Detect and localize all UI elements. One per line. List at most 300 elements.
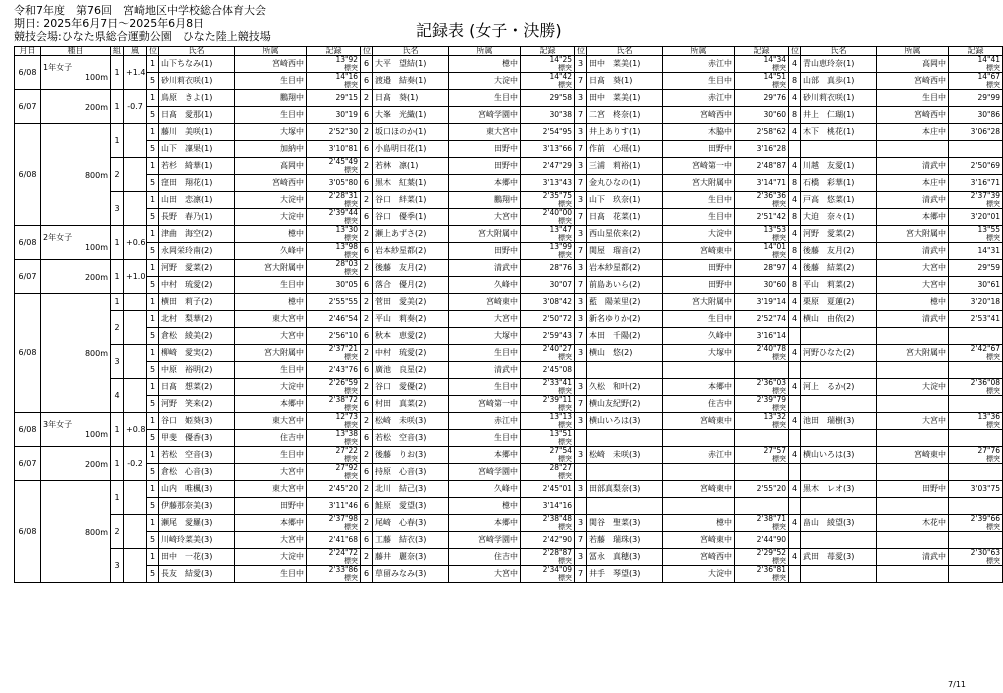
place-cell: 3 xyxy=(575,260,587,277)
record-time: 2'36"36 xyxy=(756,191,786,200)
record-mark: 標突 xyxy=(772,81,786,89)
team-name: 田野中 xyxy=(663,277,735,294)
athlete-name: 尾崎 心春(3) xyxy=(373,515,449,532)
record-cell xyxy=(949,243,1003,260)
team-name: 宮崎東中 xyxy=(449,294,521,311)
record-time: 14"16 xyxy=(335,72,358,81)
athlete-name: 大迫 奈々(1) xyxy=(801,209,877,226)
record-mark: 標突 xyxy=(558,523,572,531)
place-cell: 6 xyxy=(361,328,373,345)
record-cell xyxy=(735,481,789,498)
athlete-name: 渡邉 結奏(1) xyxy=(373,73,449,90)
record-cell xyxy=(521,345,575,362)
place-cell: 6 xyxy=(361,464,373,481)
athlete-name: 山下 玖奈(1) xyxy=(587,192,663,209)
athlete-name: 久松 和叶(2) xyxy=(587,379,663,396)
record-time: 14"51 xyxy=(763,72,786,81)
record-cell xyxy=(735,107,789,124)
team-name: 生目中 xyxy=(663,209,735,226)
place-cell: 5 xyxy=(147,107,159,124)
place-cell: 6 xyxy=(361,175,373,192)
heat-cell: 1 xyxy=(111,481,124,515)
team-name: 久峰中 xyxy=(663,328,735,345)
record-time: 2'53"41 xyxy=(970,314,1000,323)
place-cell: 7 xyxy=(575,532,587,549)
record-time: 30"86 xyxy=(977,110,1000,119)
record-cell xyxy=(735,56,789,73)
record-cell xyxy=(521,158,575,175)
record-time: 2'50"72 xyxy=(542,314,572,323)
record-mark: 標突 xyxy=(772,200,786,208)
record-mark: 標突 xyxy=(772,234,786,242)
place-cell: 2 xyxy=(361,515,373,532)
athlete-name: 岩本紗星都(2) xyxy=(587,260,663,277)
athlete-name: 河野 愛菜(2) xyxy=(159,260,235,277)
place-cell xyxy=(575,498,587,515)
team-name xyxy=(877,498,949,515)
team-name: 田野中 xyxy=(663,141,735,158)
record-cell xyxy=(521,379,575,396)
record-time: 2'45"08 xyxy=(542,365,572,374)
athlete-name: 青山恵玲奈(1) xyxy=(801,56,877,73)
place-cell: 2 xyxy=(361,226,373,243)
date-cell: 6/08 xyxy=(15,124,41,226)
record-cell xyxy=(521,328,575,345)
place-cell: 3 xyxy=(575,158,587,175)
table-row xyxy=(15,90,1003,107)
record-mark: 標突 xyxy=(558,81,572,89)
column-header: 記録 xyxy=(307,47,361,56)
record-mark: 標突 xyxy=(772,353,786,361)
team-name: 宮崎西中 xyxy=(235,56,307,73)
record-cell xyxy=(307,379,361,396)
team-name: 大淀中 xyxy=(663,566,735,583)
wind-cell xyxy=(124,192,147,226)
record-cell xyxy=(735,515,789,532)
record-time: 14"25 xyxy=(549,55,572,64)
meet-dates: 期日: 2025年6月7日～2025年6月8日 xyxy=(14,17,205,30)
team-name: 檍中 xyxy=(235,294,307,311)
record-cell xyxy=(949,515,1003,532)
athlete-name: 中原 裕明(2) xyxy=(159,362,235,379)
team-name xyxy=(877,328,949,345)
team-name: 田野中 xyxy=(877,481,949,498)
record-cell xyxy=(949,209,1003,226)
record-mark: 標突 xyxy=(344,217,358,225)
team-name: 宮大附属中 xyxy=(449,226,521,243)
place-cell: 1 xyxy=(147,90,159,107)
team-name: 檍中 xyxy=(449,498,521,515)
athlete-name: 木下 桃花(1) xyxy=(801,124,877,141)
athlete-name: 黒木 紅葉(1) xyxy=(373,175,449,192)
place-cell: 8 xyxy=(789,73,801,90)
record-time: 2'56"10 xyxy=(328,331,358,340)
record-cell xyxy=(307,192,361,209)
heat-cell: 4 xyxy=(111,379,124,413)
athlete-name: 柳崎 愛実(2) xyxy=(159,345,235,362)
column-header: 記録 xyxy=(521,47,575,56)
record-mark: 標突 xyxy=(344,404,358,412)
team-name: 宮大附属中 xyxy=(235,345,307,362)
athlete-name: 倉松 綾美(2) xyxy=(159,328,235,345)
athlete-name: 横山 由依(2) xyxy=(801,311,877,328)
column-header: 種目 xyxy=(41,47,111,56)
team-name: 清武中 xyxy=(877,192,949,209)
place-cell: 3 xyxy=(575,549,587,566)
athlete-name: 横山いろは(3) xyxy=(587,413,663,430)
wind-cell: +1.0 xyxy=(124,260,147,294)
column-header: 所属 xyxy=(877,47,949,56)
meet-venue: 競技会場:ひなた県総合運動公園 ひなた陸上競技場 xyxy=(14,30,271,43)
meet-name: 令和7年度 第76回 宮崎地区中学校総合体育大会 xyxy=(14,4,266,17)
place-cell: 3 xyxy=(575,413,587,430)
place-cell: 3 xyxy=(575,226,587,243)
table-row xyxy=(15,532,1003,549)
team-name: 生目中 xyxy=(235,277,307,294)
record-time: 2'39"11 xyxy=(542,395,572,404)
athlete-name: 金丸ひなの(1) xyxy=(587,175,663,192)
place-cell: 7 xyxy=(575,107,587,124)
table-row xyxy=(15,345,1003,362)
place-cell: 6 xyxy=(361,498,373,515)
place-cell xyxy=(789,532,801,549)
athlete-name: 秋本 恵愛(2) xyxy=(373,328,449,345)
event-cell xyxy=(41,294,111,413)
record-mark: 標突 xyxy=(772,64,786,72)
athlete-name: 大平 望結(1) xyxy=(373,56,449,73)
record-cell xyxy=(521,73,575,90)
team-name: 清武中 xyxy=(877,549,949,566)
athlete-name: 持原 心音(3) xyxy=(373,464,449,481)
heat-cell: 1 xyxy=(111,260,124,294)
record-cell xyxy=(949,447,1003,464)
record-time: 2'58"62 xyxy=(756,127,786,136)
record-cell xyxy=(949,328,1003,345)
athlete-name: 瀬上あずさ(2) xyxy=(373,226,449,243)
wind-cell xyxy=(124,481,147,515)
record-time: 2'54"95 xyxy=(542,127,572,136)
table-row xyxy=(15,294,1003,311)
athlete-name: 長野 春乃(1) xyxy=(159,209,235,226)
record-cell xyxy=(521,124,575,141)
heat-cell: 3 xyxy=(111,549,124,583)
team-name: 本庄中 xyxy=(877,124,949,141)
team-name: 大淀中 xyxy=(235,549,307,566)
record-time: 2'52"30 xyxy=(328,127,358,136)
record-time: 27"92 xyxy=(335,463,358,472)
record-mark: 標突 xyxy=(558,387,572,395)
team-name: 宮崎西中 xyxy=(663,107,735,124)
record-cell xyxy=(521,277,575,294)
record-time: 14"01 xyxy=(763,242,786,251)
athlete-name: 谷口 姫葵(3) xyxy=(159,413,235,430)
record-time: 13"53 xyxy=(763,225,786,234)
record-time: 2'37"39 xyxy=(970,191,1000,200)
record-time: 13"98 xyxy=(335,242,358,251)
place-cell: 1 xyxy=(147,515,159,532)
place-cell: 2 xyxy=(361,481,373,498)
team-name: 宮崎東中 xyxy=(663,481,735,498)
event-distance: 200m xyxy=(84,272,108,282)
team-name: 大宮中 xyxy=(235,532,307,549)
team-name: 大宮中 xyxy=(235,328,307,345)
record-time: 2'29"52 xyxy=(756,548,786,557)
place-cell: 1 xyxy=(147,345,159,362)
record-time: 2'37"98 xyxy=(328,514,358,523)
place-cell: 5 xyxy=(147,464,159,481)
athlete-name: 日髙 想菜(2) xyxy=(159,379,235,396)
event-distance: 200m xyxy=(84,459,108,469)
place-cell: 3 xyxy=(575,481,587,498)
athlete-name: 中村 琉愛(2) xyxy=(373,345,449,362)
athlete-name: 甲斐 優香(3) xyxy=(159,430,235,447)
place-cell: 7 xyxy=(575,328,587,345)
record-cell xyxy=(949,73,1003,90)
place-cell: 6 xyxy=(361,532,373,549)
team-name: 本郷中 xyxy=(235,515,307,532)
team-name xyxy=(877,141,949,158)
record-cell xyxy=(307,328,361,345)
table-row xyxy=(15,124,1003,141)
record-time: 28"27 xyxy=(549,463,572,472)
table-row xyxy=(15,243,1003,260)
team-name: 清武中 xyxy=(877,158,949,175)
date-cell: 6/07 xyxy=(15,90,41,124)
heat-cell: 1 xyxy=(111,294,124,311)
record-cell xyxy=(307,209,361,226)
record-cell xyxy=(949,226,1003,243)
wind-cell xyxy=(124,124,147,158)
record-cell xyxy=(949,498,1003,515)
athlete-name: 山田 恋凛(1) xyxy=(159,192,235,209)
place-cell: 4 xyxy=(789,379,801,396)
column-header: 氏名 xyxy=(159,47,235,56)
table-header xyxy=(15,47,1003,56)
place-cell: 2 xyxy=(361,379,373,396)
wind-cell xyxy=(124,345,147,379)
record-mark: 標突 xyxy=(344,455,358,463)
record-time: 30"19 xyxy=(335,110,358,119)
record-cell xyxy=(307,549,361,566)
place-cell: 8 xyxy=(789,209,801,226)
place-cell: 5 xyxy=(147,328,159,345)
event-cell xyxy=(41,413,111,447)
record-mark: 標突 xyxy=(344,574,358,582)
athlete-name: 本田 千陽(2) xyxy=(587,328,663,345)
record-time: 13"55 xyxy=(977,225,1000,234)
wind-cell: +0.6 xyxy=(124,226,147,260)
athlete-name: 栗原 夏蓮(2) xyxy=(801,294,877,311)
team-name: 大淀中 xyxy=(663,226,735,243)
place-cell: 7 xyxy=(575,141,587,158)
team-name: 宮崎学園中 xyxy=(449,532,521,549)
place-cell: 2 xyxy=(361,158,373,175)
team-name: 久峰中 xyxy=(235,243,307,260)
team-name: 宮崎西中 xyxy=(877,73,949,90)
team-name: 生目中 xyxy=(235,73,307,90)
team-name: 宮崎第一中 xyxy=(449,396,521,413)
place-cell: 6 xyxy=(361,209,373,226)
place-cell: 4 xyxy=(789,90,801,107)
team-name: 本郷中 xyxy=(235,396,307,413)
team-name: 檍中 xyxy=(235,226,307,243)
athlete-name: 永岡栄玲南(2) xyxy=(159,243,235,260)
record-cell xyxy=(735,158,789,175)
record-time: 14"34 xyxy=(763,55,786,64)
athlete-name: 山下 凜果(1) xyxy=(159,141,235,158)
table-row xyxy=(15,447,1003,464)
team-name: 田野中 xyxy=(235,498,307,515)
place-cell: 3 xyxy=(575,515,587,532)
record-cell xyxy=(307,515,361,532)
athlete-name: 坂口ほのか(1) xyxy=(373,124,449,141)
team-name xyxy=(877,566,949,583)
record-time: 2'41"68 xyxy=(328,535,358,544)
record-mark: 標突 xyxy=(772,455,786,463)
column-header: 位 xyxy=(361,47,373,56)
place-cell: 1 xyxy=(147,226,159,243)
team-name: 大淀中 xyxy=(235,209,307,226)
record-cell xyxy=(735,243,789,260)
place-cell: 2 xyxy=(361,413,373,430)
athlete-name: 武田 苺愛(3) xyxy=(801,549,877,566)
record-cell xyxy=(307,311,361,328)
record-time: 29"15 xyxy=(335,93,358,102)
record-cell xyxy=(949,107,1003,124)
place-cell: 4 xyxy=(789,158,801,175)
team-name xyxy=(663,362,735,379)
place-cell: 6 xyxy=(361,73,373,90)
athlete-name: 三浦 莉裕(1) xyxy=(587,158,663,175)
record-time: 13"13 xyxy=(549,412,572,421)
record-cell xyxy=(307,362,361,379)
event-distance: 200m xyxy=(84,102,108,112)
record-time: 14"41 xyxy=(977,55,1000,64)
record-cell xyxy=(307,498,361,515)
heat-cell: 2 xyxy=(111,311,124,345)
place-cell: 1 xyxy=(147,481,159,498)
athlete-name xyxy=(801,396,877,413)
record-cell xyxy=(949,56,1003,73)
record-cell xyxy=(949,362,1003,379)
team-name: 大淀中 xyxy=(449,73,521,90)
athlete-name: 鳥原 きよ(1) xyxy=(159,90,235,107)
column-header: 組 xyxy=(111,47,124,56)
event-cell xyxy=(41,447,111,481)
record-cell xyxy=(307,464,361,481)
place-cell: 7 xyxy=(575,277,587,294)
place-cell: 6 xyxy=(361,141,373,158)
record-cell xyxy=(521,107,575,124)
team-name: 檍中 xyxy=(663,515,735,532)
table-row xyxy=(15,464,1003,481)
event-name: 3年女子 xyxy=(43,419,73,429)
athlete-name: 田中 菜美(1) xyxy=(587,56,663,73)
record-mark: 標突 xyxy=(558,421,572,429)
team-name: 東大宮中 xyxy=(449,124,521,141)
team-name: 大淀中 xyxy=(235,192,307,209)
athlete-name: 廣池 良星(2) xyxy=(373,362,449,379)
record-time: 2'39"44 xyxy=(328,208,358,217)
date-cell: 6/07 xyxy=(15,260,41,294)
wind-cell: -0.2 xyxy=(124,447,147,481)
record-mark: 標突 xyxy=(986,557,1000,565)
place-cell: 1 xyxy=(147,379,159,396)
place-cell xyxy=(789,362,801,379)
table-row xyxy=(15,498,1003,515)
record-cell xyxy=(307,396,361,413)
record-time: 3'13"66 xyxy=(542,144,572,153)
record-cell xyxy=(735,73,789,90)
heat-cell: 3 xyxy=(111,192,124,226)
event-name: 1年女子 xyxy=(43,62,73,72)
record-cell xyxy=(521,447,575,464)
athlete-name: 落合 優月(2) xyxy=(373,277,449,294)
team-name: 本郷中 xyxy=(877,209,949,226)
record-cell xyxy=(949,413,1003,430)
record-cell xyxy=(735,447,789,464)
record-time: 3'11"46 xyxy=(328,501,358,510)
record-cell xyxy=(521,566,575,583)
team-name: 宮崎学園中 xyxy=(449,107,521,124)
place-cell: 4 xyxy=(789,192,801,209)
place-cell: 6 xyxy=(361,277,373,294)
place-cell: 6 xyxy=(361,566,373,583)
place-cell: 1 xyxy=(147,192,159,209)
record-cell xyxy=(949,532,1003,549)
record-mark: 標突 xyxy=(344,166,358,174)
record-time: 13"32 xyxy=(763,412,786,421)
record-cell xyxy=(949,277,1003,294)
record-cell xyxy=(735,124,789,141)
record-time: 3'20"01 xyxy=(970,212,1000,221)
table-row xyxy=(15,260,1003,277)
athlete-name: 松崎 未咲(3) xyxy=(373,413,449,430)
team-name: 生目中 xyxy=(449,345,521,362)
team-name: 大宮中 xyxy=(449,311,521,328)
athlete-name: 村田 真菜(2) xyxy=(373,396,449,413)
record-time: 3'20"18 xyxy=(970,297,1000,306)
record-cell xyxy=(521,294,575,311)
record-time: 2'47"29 xyxy=(542,161,572,170)
table-row xyxy=(15,328,1003,345)
team-name: 清武中 xyxy=(877,311,949,328)
record-cell xyxy=(735,464,789,481)
record-mark: 標突 xyxy=(344,64,358,72)
record-time: 2'48"87 xyxy=(756,161,786,170)
athlete-name: 井手 琴望(3) xyxy=(587,566,663,583)
team-name: 生目中 xyxy=(449,379,521,396)
record-time: 3'08"42 xyxy=(542,297,572,306)
athlete-name: 関屋 瑠音(2) xyxy=(587,243,663,260)
record-time: 2'36"81 xyxy=(756,565,786,574)
record-cell xyxy=(307,481,361,498)
record-cell xyxy=(521,515,575,532)
record-cell xyxy=(949,430,1003,447)
place-cell: 3 xyxy=(575,345,587,362)
record-time: 27"54 xyxy=(549,446,572,455)
team-name: 久峰中 xyxy=(449,277,521,294)
athlete-name: 後藤 友月(2) xyxy=(373,260,449,277)
column-header: 位 xyxy=(147,47,159,56)
team-name: 清武中 xyxy=(449,362,521,379)
record-cell xyxy=(521,192,575,209)
team-name: 木脇中 xyxy=(663,124,735,141)
wind-cell xyxy=(124,549,147,583)
table-row xyxy=(15,141,1003,158)
record-time: 3'19"14 xyxy=(756,297,786,306)
page-number: 7/11 xyxy=(948,680,966,689)
